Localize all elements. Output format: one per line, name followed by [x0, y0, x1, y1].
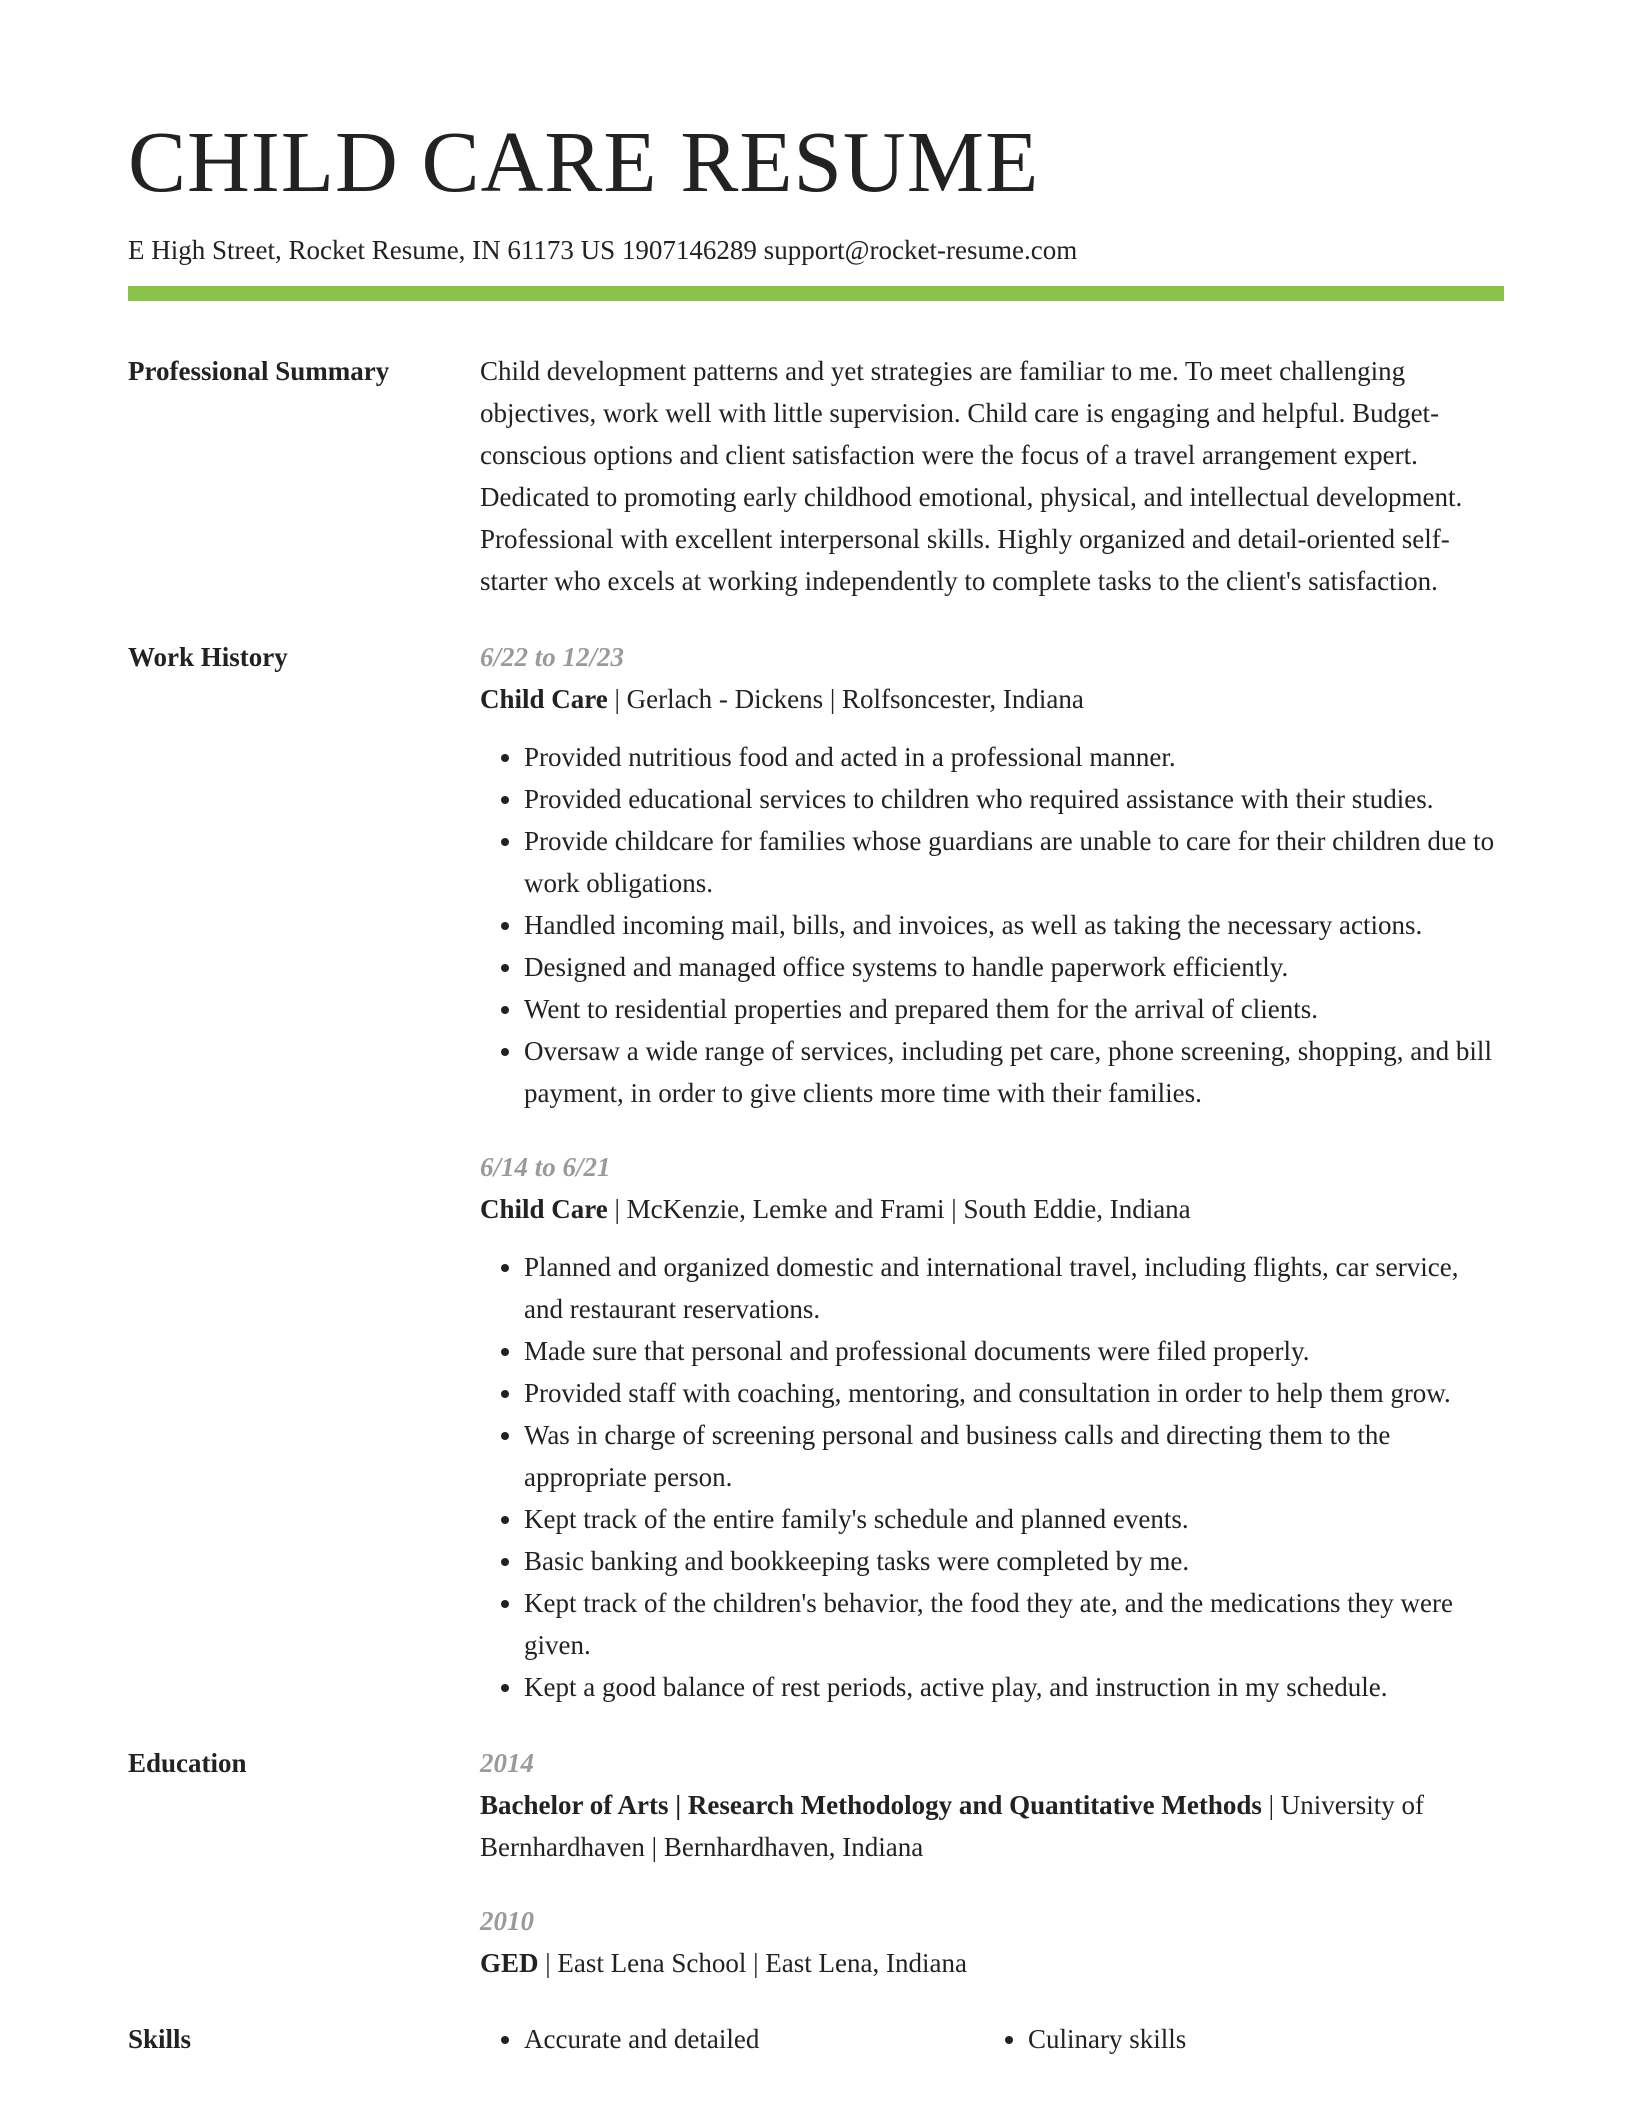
list-item: • Went to residential properties and prepared them for the arrival of clients.	[524, 988, 1504, 1030]
education-degree-line	[480, 1942, 1504, 1984]
list-item: • Handled incoming mail, bills, and invoices, as well as taking the necessary actions.	[524, 904, 1504, 946]
job-entry	[480, 1146, 1504, 1708]
section-heading: Work History	[128, 642, 288, 672]
school-details: | University of Bernhardhaven | Bernhardhaven, Indiana	[480, 1790, 1425, 1862]
resume-sections	[128, 350, 1504, 2094]
job-title: Child Care	[480, 1194, 608, 1224]
accent-divider	[128, 286, 1504, 301]
job-employer: | McKenzie, Lemke and Frami | South Eddie, Indiana	[607, 1194, 1191, 1224]
list-item: • Kept track of the entire family's schedule and planned events.	[524, 1498, 1504, 1540]
education-year: 2010	[480, 1906, 534, 1936]
contact-line: E High Street, Rocket Resume, IN 61173 US 1907146289 support@rocket-resume.com	[128, 235, 1078, 265]
section-heading: Skills	[128, 2024, 192, 2054]
list-item: • Planned and organized domestic and international travel, including flights, car service, and restaurant reservations.	[524, 1246, 1504, 1330]
section-heading: Education	[128, 1748, 247, 1778]
job-employer: | Gerlach - Dickens | Rolfsoncester, Indiana	[607, 684, 1084, 714]
skills-column-right	[984, 2018, 1488, 2060]
section-heading: Professional Summary	[128, 356, 390, 386]
skills-grid	[480, 2018, 1504, 2060]
school-details: | East Lena School | East Lena, Indiana	[538, 1948, 967, 1978]
resume-title: CHILD CARE RESUME	[128, 113, 1040, 210]
list-item: • Designed and managed office systems to handle paperwork efficiently.	[524, 946, 1504, 988]
list-item: • Provided staff with coaching, mentoring, and consultation in order to help them grow.	[524, 1372, 1504, 1414]
list-item: • Oversaw a wide range of services, including pet care, phone screening, shopping, and bill payment, in order to give clients more time with their families.	[524, 1030, 1504, 1114]
skill-item: • Accurate and detailed	[524, 2018, 984, 2060]
skills-section	[128, 2018, 1504, 2060]
job-title: Child Care	[480, 684, 608, 714]
list-item: • Basic banking and bookkeeping tasks were completed by me.	[524, 1540, 1504, 1582]
degree-title: GED	[480, 1948, 539, 1978]
list-item: • Kept track of the children's behavior, the food they ate, and the medications they were given.	[524, 1582, 1504, 1666]
job-entry	[480, 636, 1504, 1114]
list-item: • Provide childcare for families whose guardians are unable to care for their children due to work obligations.	[524, 820, 1504, 904]
degree-title: Bachelor of Arts | Research Methodology and Quantitative Methods	[480, 1790, 1262, 1820]
summary-text: Child development patterns and yet strategies are familiar to me. To meet challenging objectives, work well with little supervision. Child care is engaging and helpful. Budget-conscious options and client satisfaction were the focus of a travel arrangement expert. Dedicated to promoting early childhood emotional, physical, and intellectual development. Professional with excellent interpersonal skills. Highly organized and detail-oriented self-starter who excels at working independently to complete tasks to the client's satisfaction.	[480, 356, 1463, 596]
job-dates: 6/14 to 6/21	[480, 1152, 611, 1182]
job-dates: 6/22 to 12/23	[480, 642, 625, 672]
job-role	[480, 678, 1504, 720]
education-entry	[480, 1742, 1504, 1868]
education-degree-line	[480, 1784, 1504, 1868]
job-bullets	[480, 1246, 1504, 1708]
list-item: • Kept a good balance of rest periods, active play, and instruction in my schedule.	[524, 1666, 1504, 1708]
list-item: • Was in charge of screening personal and business calls and directing them to the appropriate person.	[524, 1414, 1504, 1498]
work-history-section	[128, 636, 1504, 1708]
education-entry	[480, 1900, 1504, 1984]
list-item: • Provided educational services to children who required assistance with their studies.	[524, 778, 1504, 820]
list-item: • Provided nutritious food and acted in a professional manner.	[524, 736, 1504, 778]
skill-item: • Culinary skills	[1028, 2018, 1488, 2060]
education-section	[128, 1742, 1504, 1984]
list-item: • Made sure that personal and professional documents were filed properly.	[524, 1330, 1504, 1372]
education-year: 2014	[480, 1748, 534, 1778]
job-bullets	[480, 736, 1504, 1114]
summary-section	[128, 350, 1504, 602]
job-role	[480, 1188, 1504, 1230]
skills-column-left	[480, 2018, 984, 2060]
